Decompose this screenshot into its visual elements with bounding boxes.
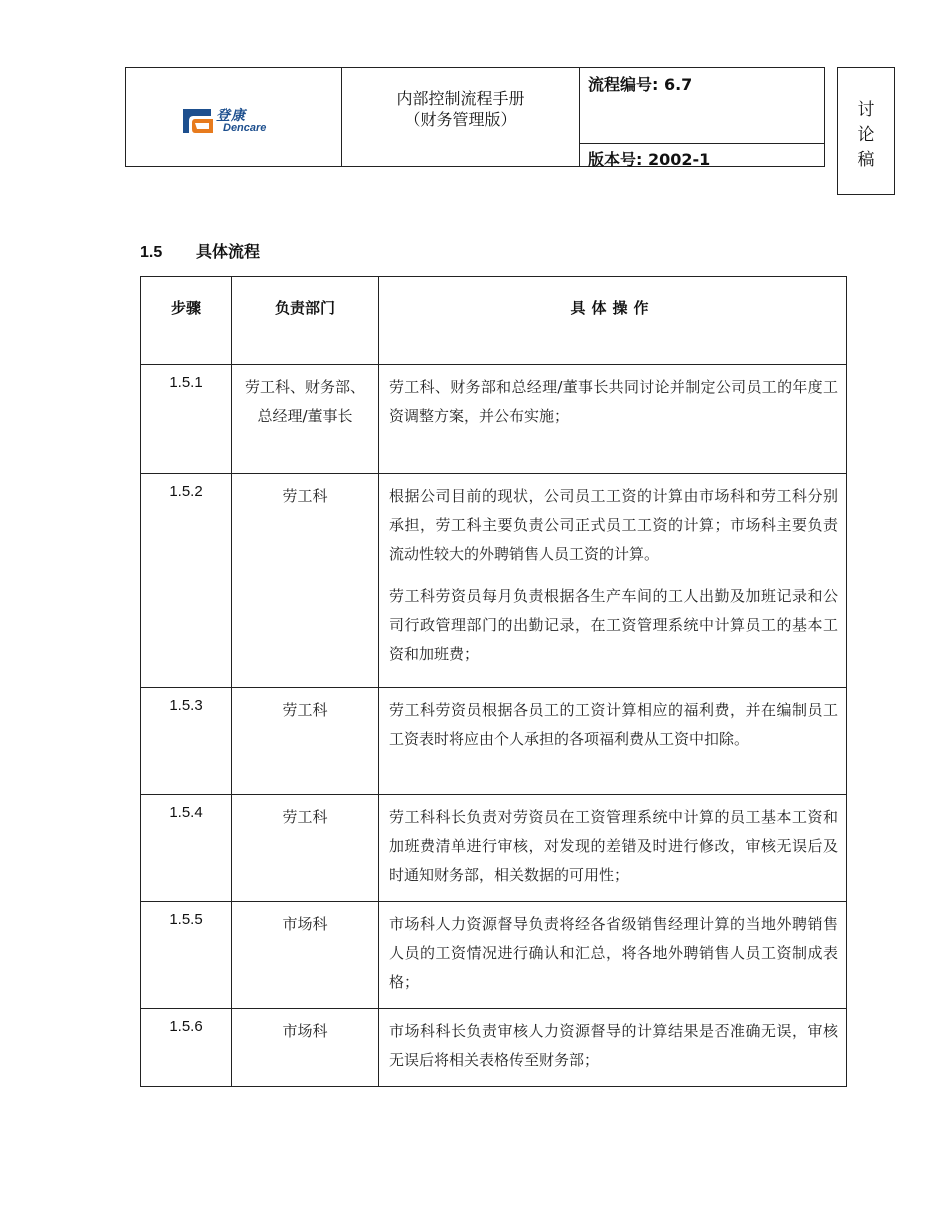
dencare-logo-icon	[181, 105, 215, 137]
operation	[379, 688, 847, 795]
operation	[379, 1009, 847, 1087]
step-number: 1.5.3	[141, 688, 232, 795]
draft-char-1: 讨	[857, 100, 875, 120]
draft-char-3: 稿	[857, 150, 875, 170]
header-operation: 具体操作	[379, 277, 847, 365]
step-number: 1.5.4	[141, 795, 232, 902]
table-header-row	[141, 277, 847, 365]
logo-english-text: Dencare	[223, 122, 267, 134]
version-number: 版本号: 2002-1	[588, 150, 711, 169]
step-number: 1.5.2	[141, 474, 232, 688]
table-row	[141, 1009, 847, 1087]
manual-title-line2: （财务管理版）	[404, 110, 517, 129]
draft-label	[837, 67, 895, 195]
document-header	[125, 67, 825, 167]
process-table	[140, 276, 847, 1087]
manual-title	[342, 68, 580, 166]
manual-title-line1: 内部控制流程手册	[396, 89, 525, 108]
step-number: 1.5.6	[141, 1009, 232, 1087]
section-heading	[140, 239, 260, 262]
department: 劳工科	[232, 795, 379, 902]
step-number: 1.5.1	[141, 365, 232, 474]
table-row	[141, 688, 847, 795]
operation	[379, 795, 847, 902]
table-row	[141, 474, 847, 688]
section-title: 具体流程	[196, 242, 261, 261]
operation-text: 根据公司目前的现状，公司员工工资的计算由市场科和劳工科分别承担，劳工科主要负责公司正式员工工资的计算；市场科主要负责流动性较大的外聘销售人员工资的计算。	[389, 487, 838, 563]
operation-text: 劳工科科长负责对劳资员在工资管理系统中计算的员工基本工资和加班费清单进行审核，对发现的差错及时进行修改，审核无误后及时通知财务部，相关数据的可用性；	[389, 808, 838, 884]
operation-text: 劳工科劳资员根据各员工的工资计算相应的福利费，并在编制员工工资表时将应由个人承担的各项福利费从工资中扣除。	[389, 701, 838, 748]
operation-text: 劳工科、财务部和总经理/董事长共同讨论并制定公司员工的年度工资调整方案，并公布实施；	[389, 378, 838, 425]
operation	[379, 365, 847, 474]
operation-text: 劳工科劳资员每月负责根据各生产车间的工人出勤及加班记录和公司行政管理部门的出勤记录，在工资管理系统中计算员工的基本工资和加班费；	[389, 587, 838, 663]
header-step: 步骤	[141, 277, 232, 365]
department: 市场科	[232, 902, 379, 1009]
logo-chinese-text: 登康	[216, 108, 246, 124]
process-code: 流程编号: 6.7	[580, 68, 824, 144]
logo-cell	[126, 68, 342, 166]
operation	[379, 902, 847, 1009]
operation-text: 市场科人力资源督导负责将经各省级销售经理计算的当地外聘销售人员的工资情况进行确认和汇总，将各地外聘销售人员工资制成表格；	[389, 915, 838, 991]
table-row	[141, 365, 847, 474]
header-dept: 负责部门	[232, 277, 379, 365]
table-row	[141, 795, 847, 902]
section-number: 1.5	[140, 244, 163, 261]
dencare-logo	[181, 105, 277, 137]
operation	[379, 474, 847, 688]
step-number: 1.5.5	[141, 902, 232, 1009]
operation-text: 市场科科长负责审核人力资源督导的计算结果是否准确无误，审核无误后将相关表格传至财务部；	[389, 1022, 838, 1069]
department: 市场科	[232, 1009, 379, 1087]
table-row	[141, 902, 847, 1009]
draft-char-2: 论	[857, 125, 875, 145]
department: 劳工科	[232, 688, 379, 795]
department: 劳工科	[232, 474, 379, 688]
department: 劳工科、财务部、总经理/董事长	[232, 365, 379, 474]
